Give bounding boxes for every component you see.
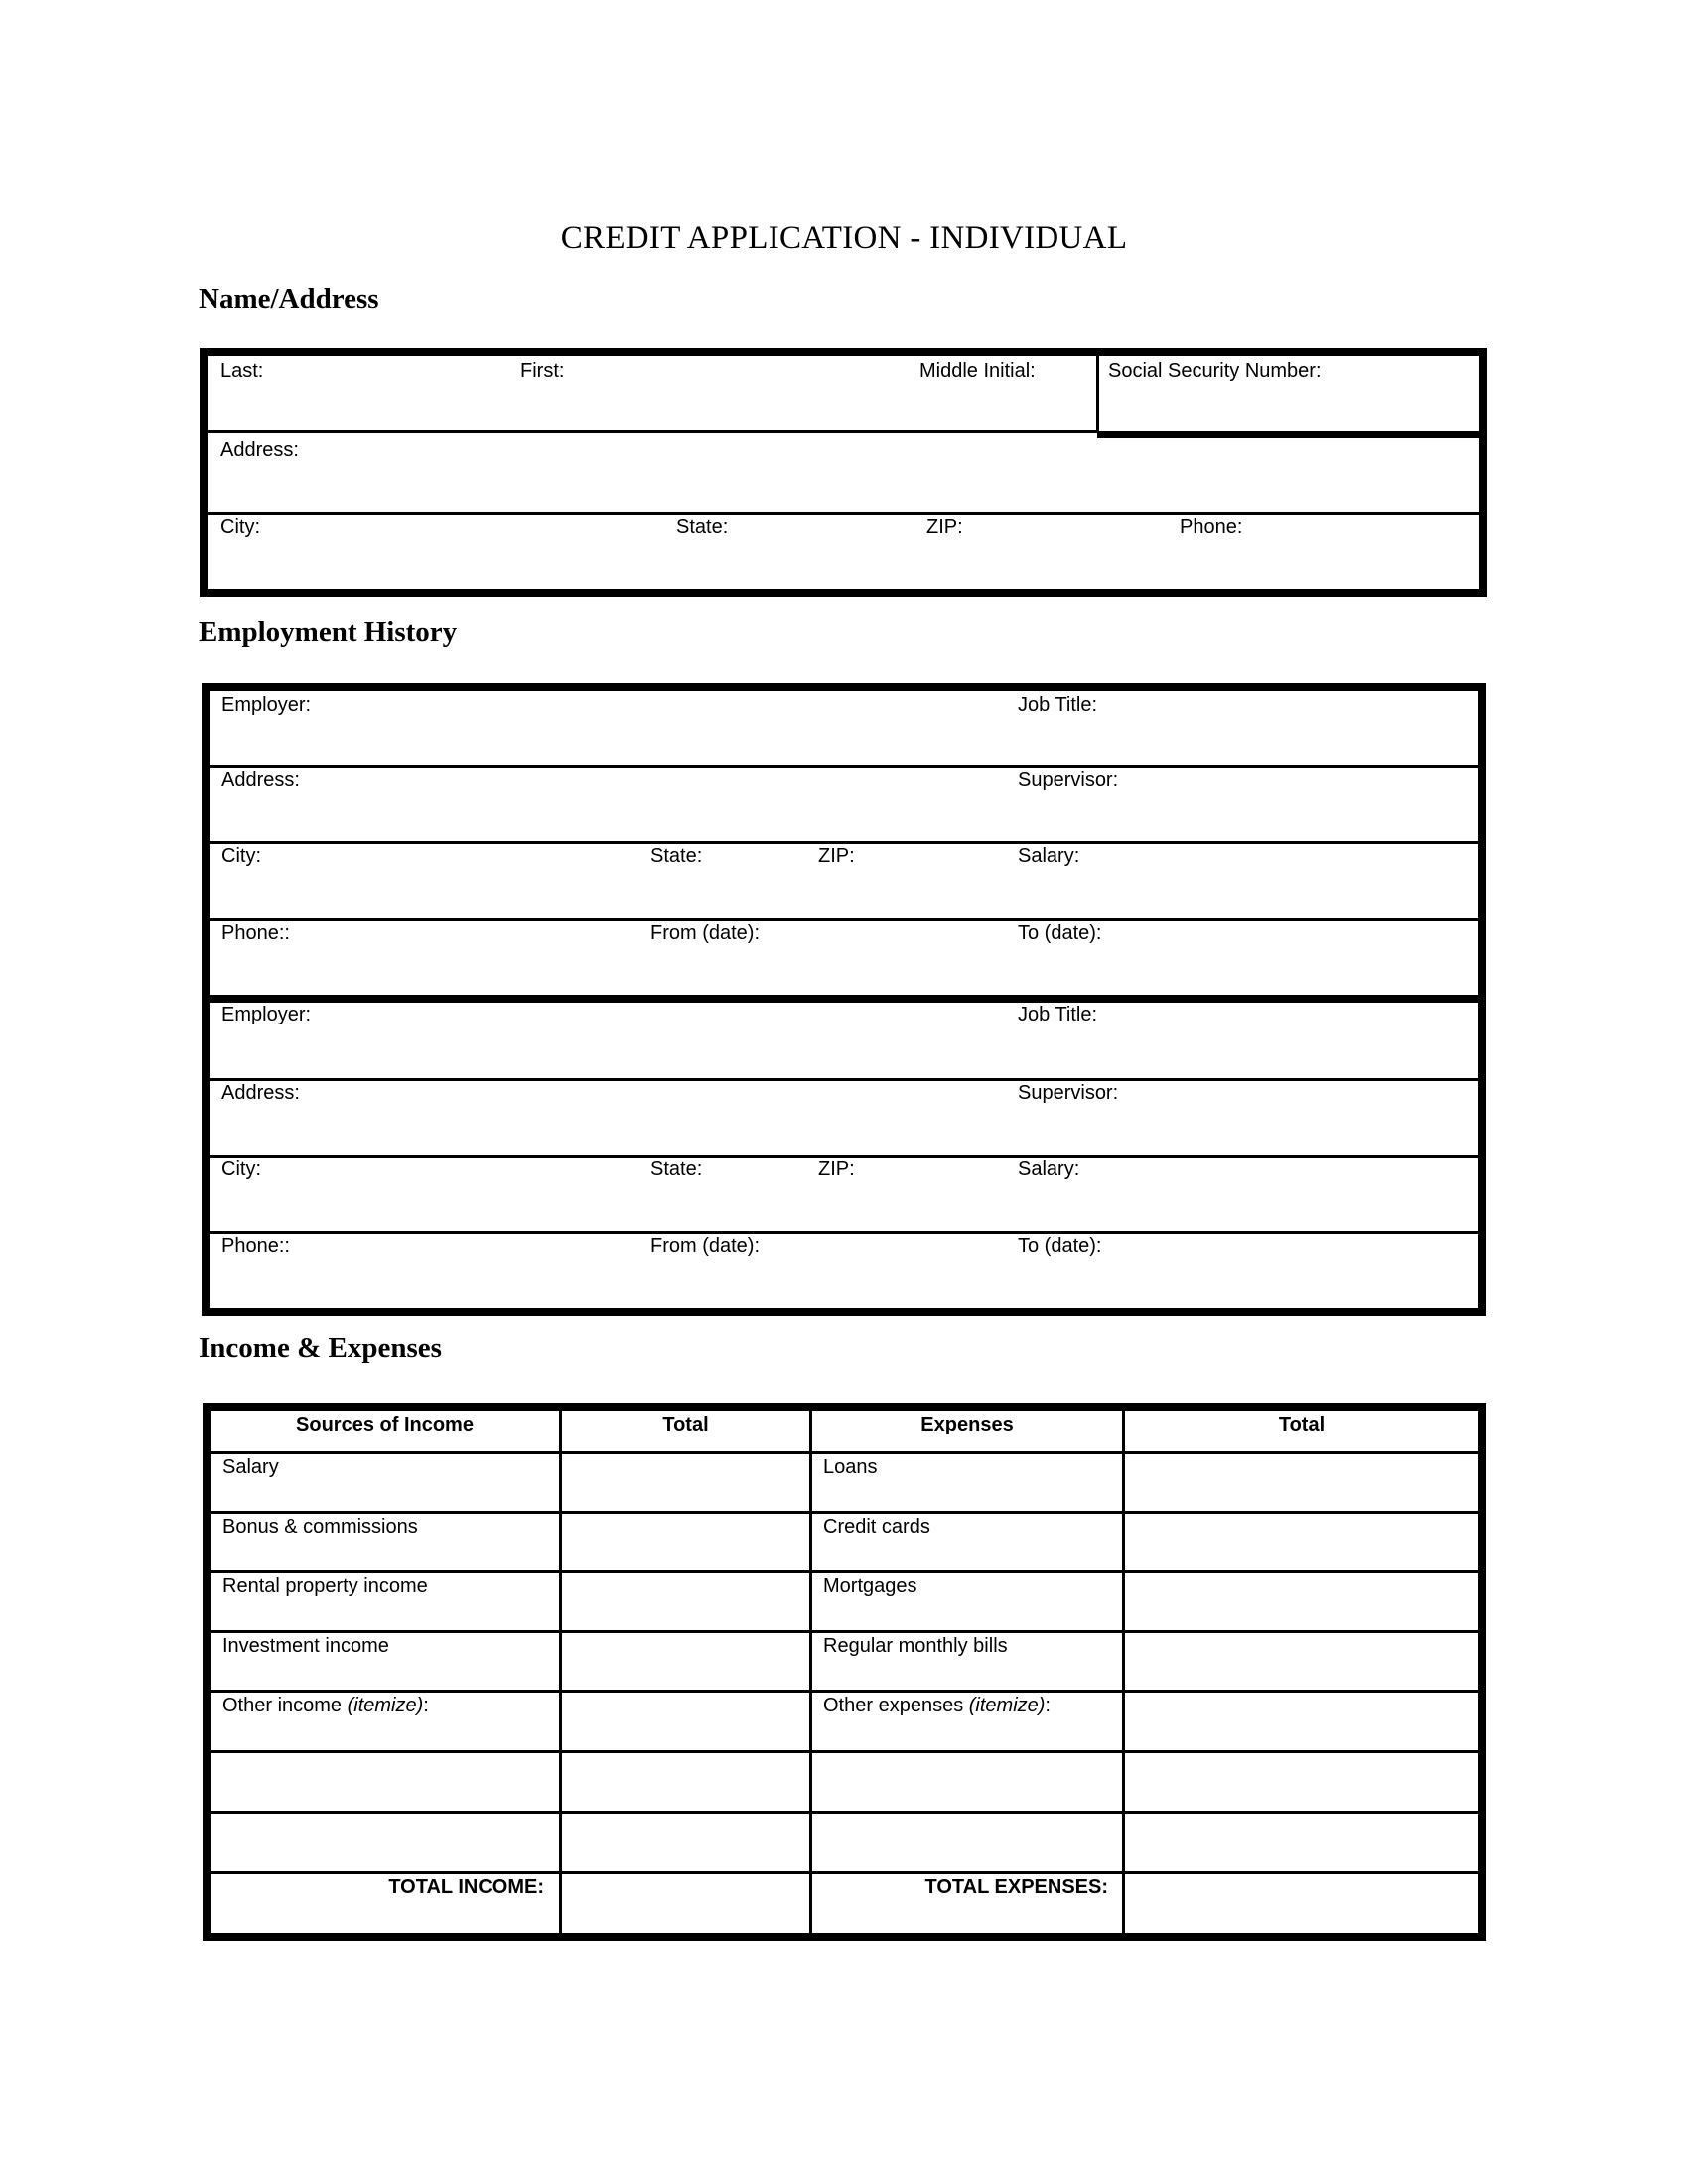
section-heading-employment-history: Employment History — [199, 616, 458, 648]
other-income-item-cell[interactable] — [211, 1753, 559, 1811]
income-source-label: Bonus & commissions — [222, 1516, 418, 1538]
expense-total-cell[interactable] — [1125, 1514, 1478, 1570]
state-field[interactable] — [664, 515, 913, 589]
city-label: City: — [221, 845, 261, 867]
employer-phone-2-field[interactable] — [210, 1234, 636, 1308]
employer-2-field[interactable] — [210, 1003, 1004, 1078]
salary-label: Salary: — [1018, 1159, 1080, 1180]
column-header-sources-of-income: Sources of Income — [296, 1414, 474, 1435]
income-source-label: Salary — [222, 1456, 279, 1478]
address-field[interactable] — [208, 438, 1479, 512]
employer-1-field[interactable] — [210, 691, 1004, 765]
salary-2-field[interactable] — [1004, 1158, 1478, 1231]
city-label: City: — [221, 1159, 261, 1180]
employer-phone-1-field[interactable] — [210, 921, 636, 995]
other-expenses-label — [823, 1694, 1051, 1717]
first-name-label: First: — [520, 360, 565, 382]
from-date-2-field[interactable] — [636, 1234, 1004, 1308]
expense-total-cell[interactable] — [1125, 1693, 1478, 1750]
middle-initial-field[interactable] — [903, 356, 1096, 430]
to-date-2-field[interactable] — [1004, 1234, 1478, 1308]
employer-address-1-field[interactable] — [210, 768, 1004, 841]
job-title-label: Job Title: — [1018, 694, 1098, 716]
job-title-1-field[interactable] — [1004, 691, 1478, 765]
last-name-field[interactable] — [208, 356, 505, 430]
supervisor-2-field[interactable] — [1004, 1081, 1478, 1155]
section-heading-income-expenses: Income & Expenses — [199, 1332, 442, 1364]
last-name-label: Last: — [220, 360, 264, 382]
job-title-2-field[interactable] — [1004, 1003, 1478, 1078]
income-total-cell[interactable] — [562, 1753, 809, 1811]
income-total-cell[interactable] — [562, 1814, 809, 1871]
column-header-expenses: Expenses — [920, 1414, 1014, 1435]
address-label: Address: — [220, 439, 299, 461]
total-expenses-label: TOTAL EXPENSES: — [924, 1876, 1108, 1898]
zip-label: ZIP: — [818, 1159, 855, 1180]
column-header-expense-total: Total — [1278, 1414, 1326, 1435]
expense-total-cell[interactable] — [1125, 1633, 1478, 1690]
entry-separator — [210, 995, 1478, 1003]
from-date-1-field[interactable] — [636, 921, 1004, 995]
supervisor-label: Supervisor: — [1018, 1082, 1119, 1104]
income-total-cell[interactable] — [562, 1454, 809, 1511]
section-heading-name-address: Name/Address — [199, 283, 379, 315]
ssn-field[interactable] — [1099, 356, 1479, 431]
employer-label: Employer: — [221, 694, 312, 716]
document-title: CREDIT APPLICATION - INDIVIDUAL — [560, 220, 1128, 256]
employer-zip-1-field[interactable] — [810, 844, 1004, 918]
income-total-cell[interactable] — [562, 1693, 809, 1750]
state-label: State: — [650, 1159, 703, 1180]
expense-total-cell[interactable] — [1125, 1814, 1478, 1871]
city-field[interactable] — [208, 515, 664, 589]
employer-zip-2-field[interactable] — [810, 1158, 1004, 1231]
expense-label: Regular monthly bills — [823, 1635, 1008, 1657]
income-total-cell[interactable] — [562, 1573, 809, 1630]
employer-state-2-field[interactable] — [636, 1158, 810, 1231]
total-income-cell[interactable] — [562, 1874, 809, 1933]
income-source-label: Investment income — [222, 1635, 389, 1657]
expense-total-cell[interactable] — [1125, 1753, 1478, 1811]
employer-city-1-field[interactable] — [210, 844, 636, 918]
address-label: Address: — [221, 1082, 300, 1104]
other-income-item-cell[interactable] — [211, 1814, 559, 1871]
salary-label: Salary: — [1018, 845, 1080, 867]
income-total-cell[interactable] — [562, 1514, 809, 1570]
divider — [208, 430, 1098, 433]
from-date-label: From (date): — [650, 922, 761, 944]
total-income-label: TOTAL INCOME: — [388, 1876, 544, 1898]
address-label: Address: — [221, 769, 300, 791]
state-label: State: — [676, 516, 729, 538]
income-source-label: Rental property income — [222, 1575, 428, 1597]
expense-total-cell[interactable] — [1125, 1454, 1478, 1511]
income-total-cell[interactable] — [562, 1633, 809, 1690]
divider — [1097, 431, 1479, 438]
from-date-label: From (date): — [650, 1235, 761, 1257]
state-label: State: — [650, 845, 703, 867]
supervisor-1-field[interactable] — [1004, 768, 1478, 841]
colon: : — [1045, 1695, 1051, 1716]
other-expense-item-cell[interactable] — [812, 1814, 1122, 1871]
other-income-label — [222, 1694, 429, 1717]
middle-initial-label: Middle Initial: — [919, 360, 1036, 382]
expense-label: Credit cards — [823, 1516, 930, 1538]
job-title-label: Job Title: — [1018, 1004, 1098, 1025]
salary-1-field[interactable] — [1004, 844, 1478, 918]
supervisor-label: Supervisor: — [1018, 769, 1119, 791]
employer-city-2-field[interactable] — [210, 1158, 636, 1231]
phone-label: Phone:: — [221, 1235, 290, 1257]
column-header-income-total: Total — [662, 1414, 709, 1435]
expense-label: Loans — [823, 1456, 878, 1478]
employer-address-2-field[interactable] — [210, 1081, 1004, 1155]
to-date-label: To (date): — [1018, 922, 1102, 944]
colon: : — [423, 1695, 429, 1716]
itemize-note: (itemize) — [968, 1695, 1046, 1716]
employer-label: Employer: — [221, 1004, 312, 1025]
other-income-text: Other income — [222, 1695, 348, 1716]
phone-label: Phone:: — [221, 922, 290, 944]
to-date-1-field[interactable] — [1004, 921, 1478, 995]
zip-field[interactable] — [913, 515, 1166, 589]
employer-state-1-field[interactable] — [636, 844, 810, 918]
to-date-label: To (date): — [1018, 1235, 1102, 1257]
phone-field[interactable] — [1166, 515, 1479, 589]
first-name-field[interactable] — [505, 356, 903, 430]
expense-label: Mortgages — [823, 1575, 917, 1597]
ssn-label: Social Security Number: — [1108, 360, 1322, 382]
city-label: City: — [220, 516, 260, 538]
zip-label: ZIP: — [818, 845, 855, 867]
itemize-note: (itemize) — [347, 1695, 424, 1716]
zip-label: ZIP: — [926, 516, 963, 538]
expense-total-cell[interactable] — [1125, 1573, 1478, 1630]
total-expenses-cell[interactable] — [1125, 1874, 1478, 1933]
other-expenses-text: Other expenses — [823, 1695, 969, 1716]
phone-label: Phone: — [1180, 516, 1243, 538]
other-expense-item-cell[interactable] — [812, 1753, 1122, 1811]
